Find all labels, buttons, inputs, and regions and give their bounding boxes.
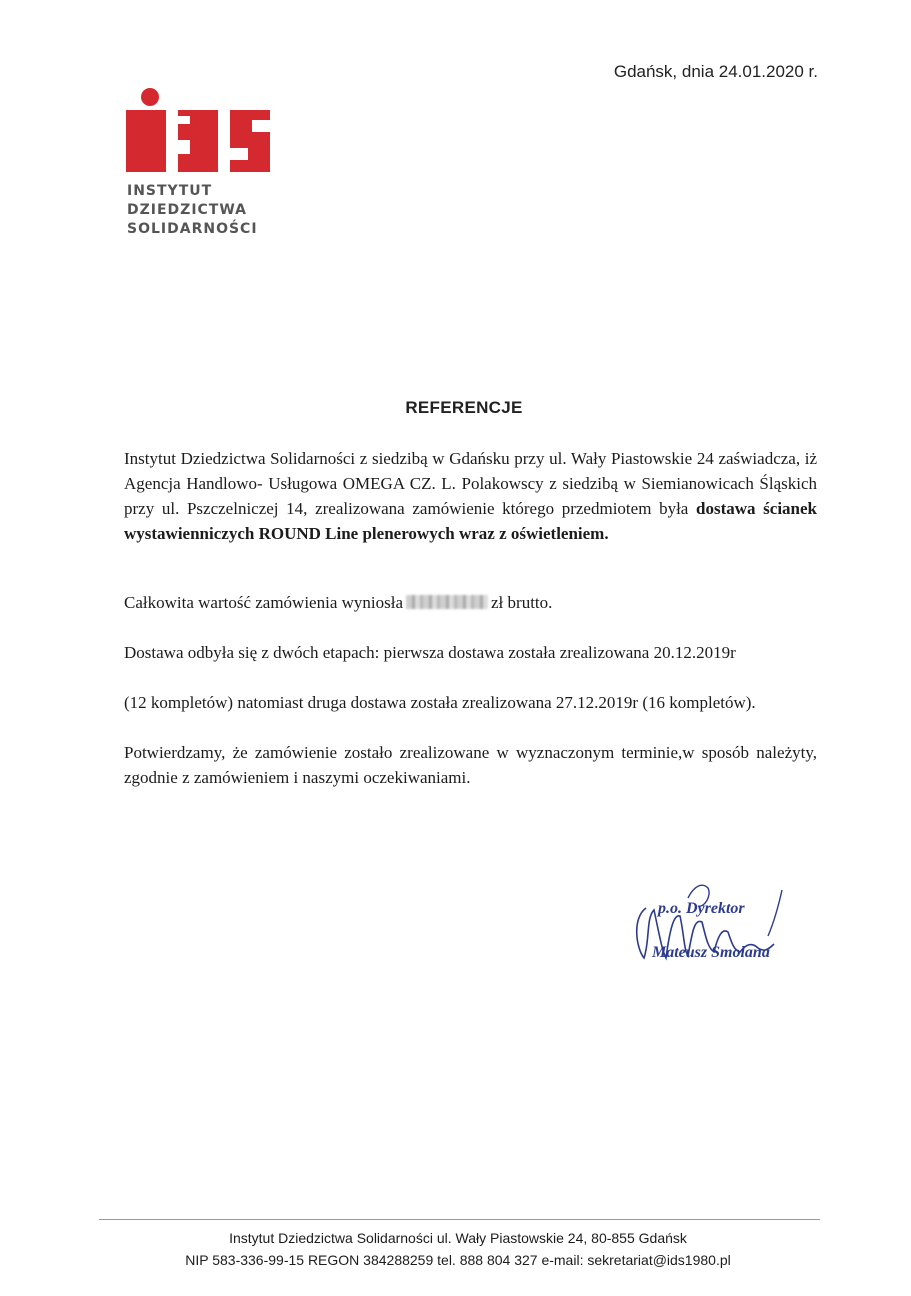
logo-line-1: INSTYTUT	[127, 183, 213, 199]
paragraph-1-text: Instytut Dziedzictwa Solidarności z siedzibą w Gdańsku przy ul. Wały Piastowskie 24 zaświadcza, iż Agencja Handlowo- Usługowa OMEGA CZ. L. Polakowscy z siedzibą w Siemianowicach Śląskich przy ul. Pszczelniczej 14, zrealizowana zamówienie którego przedmiotem była	[124, 449, 817, 518]
signature-title: p.o. Dyrektor	[658, 900, 745, 917]
document-date: Gdańsk, dnia 24.01.2020 r.	[613, 62, 818, 81]
logo-line-2: DZIEDZICTWA	[127, 202, 247, 218]
ids-logo-icon	[126, 86, 272, 174]
paragraph-2-text-a: Całkowita wartość zamówienia wyniosła	[124, 593, 404, 612]
paragraph-order-value	[124, 590, 817, 615]
footer-divider	[99, 1219, 820, 1220]
footer	[0, 1227, 911, 1271]
logo-wordmark	[127, 182, 258, 239]
signature-name: Mateusz Smolana	[652, 944, 770, 961]
paragraph-delivery-1: Dostawa odbyła się z dwóch etapach: pierwsza dostawa została zrealizowana 20.12.2019r	[124, 643, 736, 662]
logo-line-3: SOLIDARNOŚCI	[127, 221, 258, 237]
paragraph-confirmation	[124, 446, 817, 546]
paragraph-1-bold: dostawa ścianek wystawienniczych ROUND Line plenerowych wraz z oświetleniem.	[124, 499, 817, 543]
document-title: REFERENCJE	[405, 398, 523, 417]
redacted-amount	[406, 595, 488, 609]
footer-contact: NIP 583-336-99-15 REGON 384288259 tel. 888 804 327 e-mail: sekretariat@ids1980.pl	[185, 1252, 731, 1268]
paragraph-final: Potwierdzamy, że zamówienie zostało zrealizowane w wyznaczonym terminie,w sposób należyty, zgodnie z zamówieniem i naszymi oczekiwaniami.	[124, 743, 817, 787]
footer-address: Instytut Dziedzictwa Solidarności ul. Wały Piastowskie 24, 80-855 Gdańsk	[229, 1230, 687, 1246]
signature-stamp	[628, 878, 798, 974]
paragraph-delivery-2: (12 kompletów) natomiast druga dostawa została zrealizowana 27.12.2019r (16 kompletów).	[124, 693, 756, 712]
paragraph-2-text-b: zł brutto.	[491, 593, 553, 612]
